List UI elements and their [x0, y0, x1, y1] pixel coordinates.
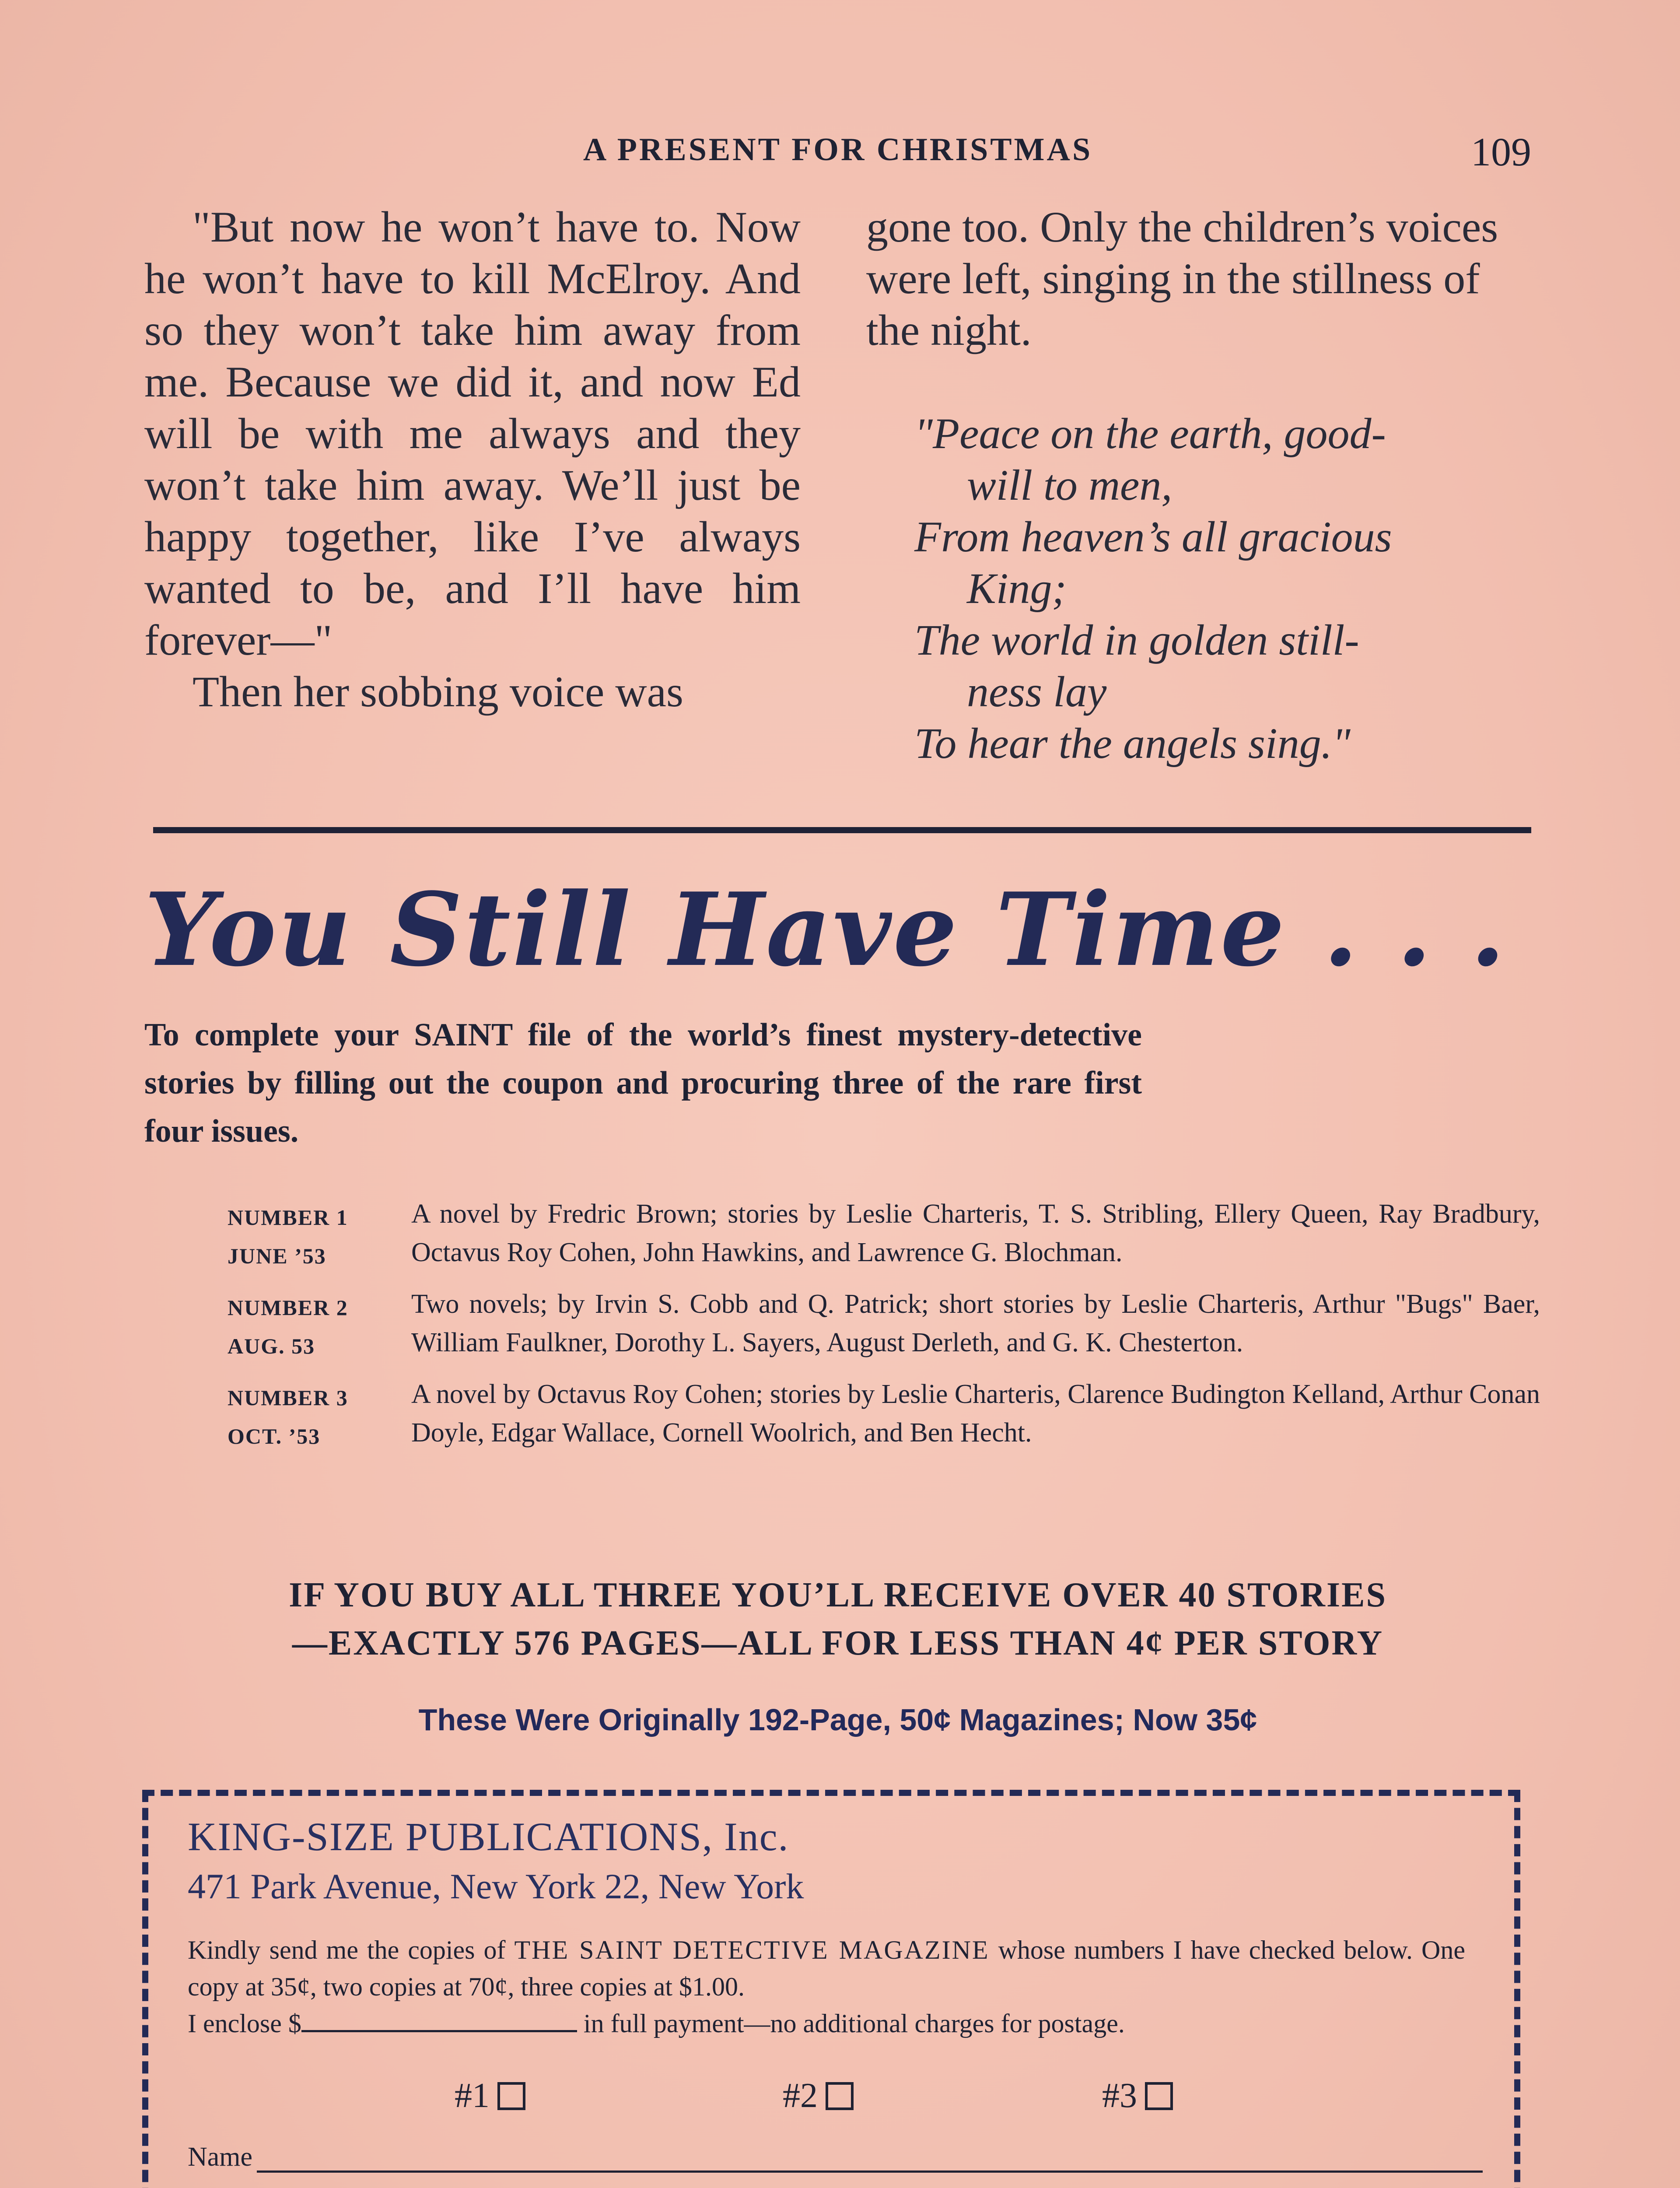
verse-line: To hear the angels sing.": [914, 719, 1351, 768]
issue-list: [228, 1195, 1540, 1465]
checkbox-issue-2[interactable]: [783, 2076, 854, 2116]
section-divider: [153, 827, 1531, 833]
checkbox-label: #3: [1102, 2076, 1137, 2115]
checkbox-square-icon[interactable]: [497, 2082, 525, 2110]
verse-line: The world in golden still-: [914, 616, 1359, 664]
verse-line: will to men,: [967, 461, 1172, 509]
checkbox-label: #1: [455, 2076, 490, 2115]
issue-label: [228, 1198, 402, 1275]
running-title: A PRESENT FOR CHRISTMAS: [583, 132, 1093, 168]
issue-label: [228, 1378, 402, 1455]
order-coupon: [142, 1790, 1520, 2188]
issue-number: NUMBER 1: [228, 1205, 348, 1230]
name-input-line[interactable]: [257, 2153, 1483, 2173]
verse-line: ness lay: [967, 667, 1107, 716]
offer-banner: [144, 1571, 1531, 1667]
issue-contents: A novel by Fredric Brown; stories by Leslie Charteris, T. S. Stribling, Ellery Queen, Ray Bradbury, Octavus Roy Cohen, John Hawkins, and Lawrence G. Blochman.: [411, 1199, 1540, 1267]
running-head: [144, 131, 1531, 179]
issue-date: JUNE ’53: [228, 1244, 326, 1268]
story-paragraph: Then her sobbing voice was: [192, 667, 683, 716]
page-number: 109: [1471, 130, 1531, 174]
issue-entry: [228, 1375, 1540, 1452]
story-left-column: [144, 201, 801, 718]
story-text: [144, 201, 1531, 770]
checkbox-issue-1[interactable]: [455, 2076, 525, 2116]
order-instructions: [188, 1932, 1465, 2042]
publisher-address: 471 Park Avenue, New York 22, New York: [188, 1866, 804, 1906]
story-paragraph: gone too. Only the children’s voices were left, singing in the stillness of the night.: [866, 203, 1498, 354]
carol-verse: [866, 408, 1522, 769]
ad-intro: To complete your SAINT file of the world’s finest mystery-detective stories by filling out the coupon and procuring three of the rare first four issues.: [144, 1017, 1142, 1149]
story-right-column: [866, 201, 1522, 769]
checkbox-square-icon[interactable]: [826, 2082, 854, 2110]
checkbox-square-icon[interactable]: [1145, 2082, 1173, 2110]
issue-checkboxes: [455, 2076, 1330, 2124]
verse-line: From heaven’s all gracious: [914, 512, 1392, 561]
offer-line: —EXACTLY 576 PAGES—ALL FOR LESS THAN 4¢ PER STORY: [292, 1624, 1384, 1662]
issue-number: NUMBER 3: [228, 1385, 348, 1410]
offer-line: IF YOU BUY ALL THREE YOU’LL RECEIVE OVER 40 STORIES: [289, 1576, 1387, 1614]
enclose-suffix: in full payment—no additional charges for postage.: [583, 2009, 1125, 2038]
price-line: These Were Originally 192-Page, 50¢ Magazines; Now 35¢: [418, 1703, 1257, 1737]
issue-entry: [228, 1195, 1540, 1272]
verse-line: King;: [967, 564, 1067, 613]
issue-date: OCT. ’53: [228, 1424, 321, 1448]
issue-contents: A novel by Octavus Roy Cohen; stories by Leslie Charteris, Clarence Budington Kelland, Arthur Conan Doyle, Edgar Wallace, Cornell Woolrich, and Ben Hecht.: [411, 1379, 1540, 1448]
amount-blank[interactable]: [301, 2008, 577, 2032]
order-text: whose numbers I have checked below. One copy at 35¢, two copies at 70¢, three copies at $1.00.: [188, 1936, 1465, 2001]
ad-headline: You Still Have Time . . .: [144, 871, 1507, 989]
issue-date: AUG. 53: [228, 1334, 315, 1358]
field-label: Name: [188, 2142, 253, 2172]
verse-line: "Peace on the earth, good-: [914, 409, 1386, 458]
story-paragraph: "But now he won’t have to. Now he won’t have to kill McElroy. And so they won’t take him away from me. Because we did it, and now Ed will be with me always and they won’t take him away. We’ll just be happy together, like I’ve always wanted to be, and I’ll have him forever—": [144, 203, 801, 664]
name-field[interactable]: [188, 2142, 1483, 2173]
enclose-label: I enclose $: [188, 2009, 301, 2038]
magazine-title: THE SAINT DETECTIVE MAGAZINE: [514, 1936, 990, 1964]
issue-number: NUMBER 2: [228, 1295, 348, 1320]
order-text: Kindly send me the copies of: [188, 1936, 506, 1964]
issue-contents: Two novels; by Irvin S. Cobb and Q. Patrick; short stories by Leslie Charteris, Arthur "Bugs" Baer, William Faulkner, Dorothy L. Sayers, August Derleth, and G. K. Chesterton.: [411, 1289, 1540, 1357]
publisher-name: KING-SIZE PUBLICATIONS, Inc.: [188, 1814, 789, 1859]
checkbox-label: #2: [783, 2076, 818, 2115]
issue-label: [228, 1288, 402, 1365]
checkbox-issue-3[interactable]: [1102, 2076, 1173, 2116]
issue-entry: [228, 1285, 1540, 1362]
